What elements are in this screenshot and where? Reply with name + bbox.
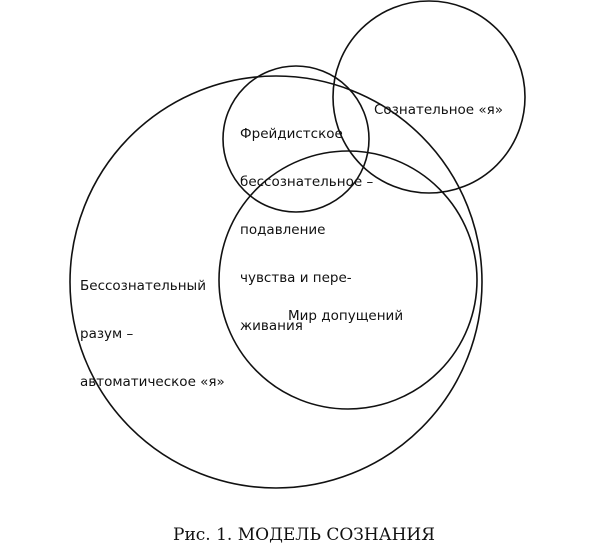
freudian-unconscious-label-line: бессознательное – xyxy=(240,174,374,190)
world-of-assumptions-label xyxy=(288,276,403,340)
unconscious-mind-label xyxy=(80,246,225,406)
freudian-unconscious-label-line: Фрейдистское xyxy=(240,126,343,142)
unconscious-mind-label-line: Бессознательный xyxy=(80,278,206,294)
freudian-unconscious-label-line: живания xyxy=(240,318,303,334)
world-of-assumptions-label-line: Мир допущений xyxy=(288,308,404,324)
figure-caption: Рис. 1. МОДЕЛЬ СОЗНАНИЯ xyxy=(173,525,435,545)
freudian-unconscious-label-line: чувства и пере- xyxy=(240,270,352,286)
conscious-self-label-line: Сознательное «я» xyxy=(374,102,504,118)
conscious-self-label xyxy=(374,70,503,134)
freudian-unconscious-label-line: подавление xyxy=(240,222,326,238)
unconscious-mind-label-line: разум – xyxy=(80,326,134,342)
unconscious-mind-label-line: автоматическое «я» xyxy=(80,374,225,390)
